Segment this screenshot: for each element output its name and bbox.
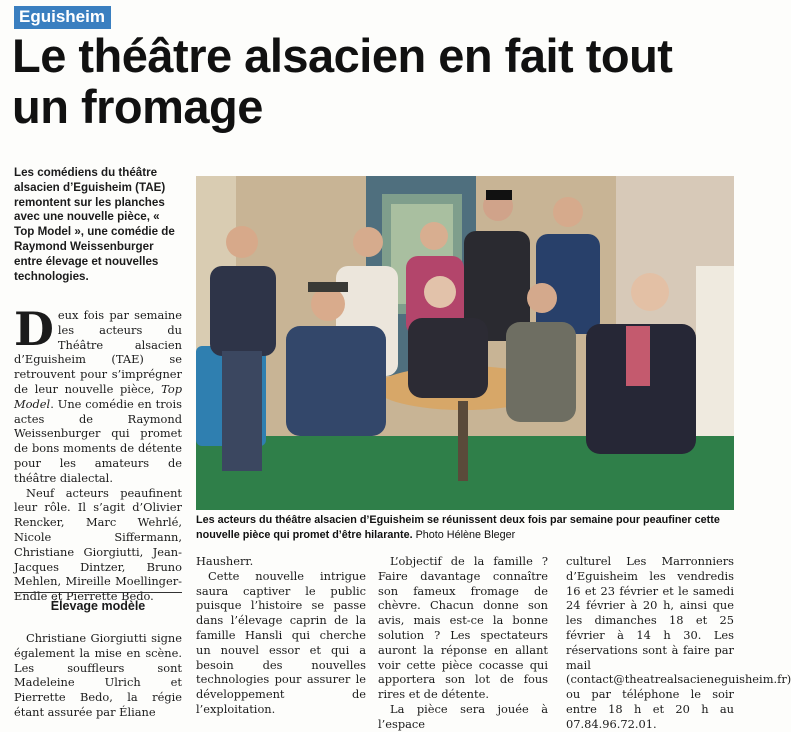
paragraph-staging: Christiane Giorgiutti signe également la mise en scène. Les souffleurs sont Madeleine Ulrich et Pierrette Bedo, la régie étant assurée par Éliane xyxy=(14,631,182,719)
column-1 xyxy=(14,302,182,604)
photo-caption xyxy=(196,513,734,542)
play-title: Top Model xyxy=(14,381,182,411)
group-photo xyxy=(196,176,734,510)
headline: Le théâtre alsacien en fait tout un fromage xyxy=(12,29,673,133)
dropcap: D xyxy=(14,302,54,356)
paragraph-objective: L’objectif de la famille ? Faire davantage connaître son fameux fromage de chèvre. Chacun donne son avis, mais est-ce la bonne solution ? Les spectateurs auront la réponse en allant voir cette pièce cocasse qui apportera son lot de fous rires et de détente. xyxy=(378,554,548,702)
section-kicker: Eguisheim xyxy=(14,6,111,29)
paragraph-hausherr: Hausherr. xyxy=(196,554,254,568)
paragraph-plot: Cette nouvelle intrigue saura captiver le public puisque l’histoire se passe dans l’élevage caprin de la famille Hansli qui cherche un nouvel essor et qui a besoin des nouvelles technologies pour assurer le développement de l’exploitation. xyxy=(196,568,366,716)
column-4 xyxy=(566,554,791,732)
subhead: Élevage modèle xyxy=(50,599,146,613)
photo-illustration xyxy=(196,176,734,510)
caption-text: Les acteurs du théâtre alsacien d’Eguisheim se réunissent deux fois par semaine pour peaufiner cette nouvelle pièce qui promet d’être hilarante. xyxy=(196,514,720,541)
paragraph-intro xyxy=(14,302,182,486)
paragraph-venue: La pièce sera jouée à l’espace xyxy=(378,701,548,731)
column-3 xyxy=(378,554,548,732)
article-lead: Les comédiens du théâtre alsacien d’Eguisheim (TAE) remontent sur les planches avec une nouvelle pièce, « Top Model », une comédie de Raymond Weissenburger entre élevage et nouvelles technologies. xyxy=(14,166,175,283)
paragraph-dates: culturel Les Marronniers d’Eguisheim les vendredis 16 et 23 février et le samedi 24 février à 20 h, ainsi que les dimanches 18 et 25 février à 14 h 30. Les réservations sont à faire par mail (contact@theatrealsacieneguisheim.fr) ou par téléphone le soir entre 18 h et 20 h au 07.84.96.72.01. xyxy=(566,554,791,731)
photo-credit: Photo Hélène Bleger xyxy=(415,528,516,541)
intro-text-b: . Une comédie en trois actes de Raymond Weissenburger qui promet de bons moments de détente pour les amateurs de théâtre dialectal. xyxy=(14,396,182,485)
intro-text-a: eux fois par semaine les acteurs du Théâtre alsacien d’Eguisheim (TAE) se retrouvent pour s’imprégner de leur nouvelle pièce, xyxy=(14,308,182,396)
column-1-continued xyxy=(14,631,182,720)
column-2 xyxy=(196,554,366,717)
subhead-block xyxy=(14,592,182,613)
paragraph-cast: Neuf acteurs peaufinent leur rôle. Il s’agit d’Olivier Rencker, Marc Wehrlé, Nicole Siffermann, Christiane Giorgiutti, Jean-Jacques Dintzer, Bruno Mehlen, Mireille Moellinger-Endle et Pierrette Bedo. xyxy=(14,485,182,604)
